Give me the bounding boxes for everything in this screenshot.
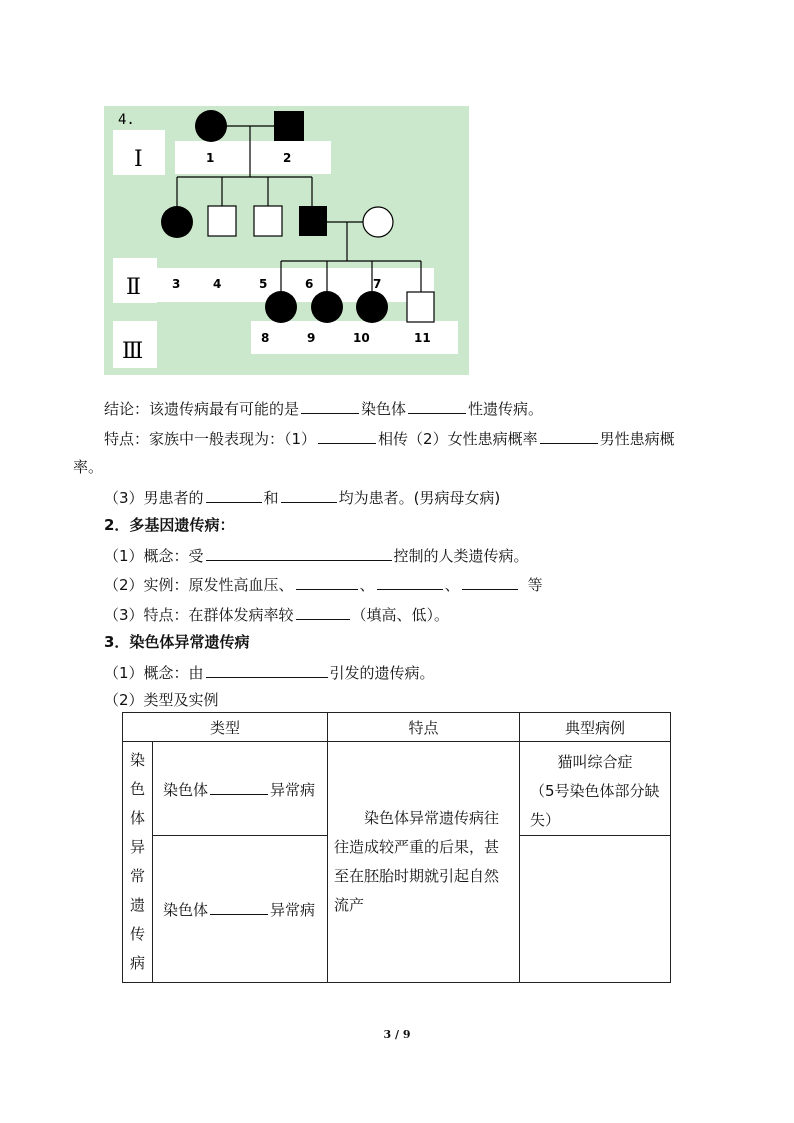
label-II-4: 4: [213, 277, 222, 291]
category-char: 病: [129, 954, 145, 972]
blank-chromosome-type[interactable]: [301, 397, 359, 414]
blank-dominance[interactable]: [408, 397, 466, 414]
multi-example-sep2: 、: [444, 576, 460, 594]
category-cell: [123, 742, 153, 983]
pedigree-label: 4.: [118, 112, 135, 128]
chromosome-disease-table: [122, 712, 671, 983]
multi-feature-a: （3）特点：在群体发病率较: [104, 606, 294, 624]
example-name: 猫叫综合症: [557, 753, 633, 771]
multi-example-end: 等: [527, 576, 543, 594]
multi-example-a: （2）实例：原发性高血压、: [104, 576, 294, 594]
male-text-b: 和: [263, 489, 279, 507]
features-line: [104, 427, 675, 449]
header-example: 典型病例: [520, 713, 671, 742]
features-text-b: 相传（2）女性患病概率: [378, 430, 538, 448]
individual-III-8: [265, 291, 297, 323]
type-structure-cell: [153, 742, 328, 836]
chrom-concept-b: 引发的遗传病。: [329, 664, 435, 682]
blank-type-2[interactable]: [210, 898, 268, 915]
category-char: 异: [129, 838, 145, 856]
blank-probability[interactable]: [540, 427, 598, 444]
row1-text-b: 异常病: [270, 780, 316, 799]
category-char: 遗: [129, 896, 145, 914]
feature-text: 染色体异常遗传病往往造成较严重的后果，甚至在胚胎时期就引起自然流产: [334, 809, 500, 914]
individual-III-10: [356, 291, 388, 323]
male-text-a: （3）男患者的: [104, 489, 204, 507]
blank-type-1[interactable]: [210, 778, 268, 795]
chromosome-title: 3．染色体异常遗传病: [104, 633, 250, 651]
multi-concept-a: （1）概念：受: [104, 547, 204, 565]
row2-text-a: 染色体: [163, 901, 209, 919]
row1-text-a: 染色体: [163, 780, 209, 799]
label-III-11: 11: [414, 331, 431, 345]
multi-gene-title: 2．多基因遗传病：: [104, 516, 235, 534]
label-II-5: 5: [259, 277, 268, 291]
gen1-number-box: [175, 141, 331, 174]
type-number-cell: [153, 836, 328, 983]
individual-II-7: [363, 207, 393, 237]
gen-label-1: Ⅰ: [134, 147, 143, 172]
label-I-1: 1: [206, 151, 215, 165]
conclusion-text-c: 性遗传病。: [468, 400, 544, 418]
individual-I-1: [195, 110, 227, 142]
page-number: 3 / 9: [383, 1028, 411, 1041]
multi-example-line: [104, 573, 543, 595]
features-text-a: 特点：家族中一般表现为：（1）: [104, 430, 317, 448]
individual-II-3: [161, 206, 193, 238]
example-note: （5号染色体部分缺失）: [530, 782, 660, 829]
individual-II-6: [299, 206, 327, 236]
blank-example-3[interactable]: [462, 573, 518, 590]
blank-relative-1[interactable]: [206, 486, 262, 503]
features-line-cont: 率。: [73, 458, 104, 476]
individual-II-5: [254, 206, 282, 236]
features-text-c: 男性患病概: [599, 430, 675, 448]
header-type: 类型: [123, 713, 328, 742]
male-text-c: 均为患者。(男病母女病): [338, 489, 501, 507]
gen2-number-box: [156, 268, 434, 302]
blank-relative-2[interactable]: [281, 486, 337, 503]
gen-label-3: Ⅲ: [122, 339, 144, 364]
multi-concept-line: [104, 544, 529, 566]
category-char: 传: [129, 925, 145, 943]
blank-example-2[interactable]: [377, 573, 443, 590]
category-char: 常: [129, 867, 145, 885]
chrom-concept-a: （1）概念：由: [104, 664, 204, 682]
blank-incidence[interactable]: [296, 603, 350, 620]
male-patient-line: [104, 486, 500, 508]
multi-feature-line: [104, 603, 449, 625]
pedigree-chart: [104, 106, 469, 375]
blank-generations[interactable]: [318, 427, 376, 444]
chrom-concept-line: [104, 661, 435, 683]
multi-example-sep1: 、: [359, 576, 375, 594]
blank-multi-concept[interactable]: [206, 544, 392, 561]
header-feature: 特点: [328, 713, 520, 742]
row2-text-b: 异常病: [270, 901, 316, 919]
label-I-2: 2: [283, 151, 292, 165]
label-III-9: 9: [307, 331, 316, 345]
label-III-8: 8: [261, 331, 270, 345]
category-char: 染: [129, 751, 145, 769]
example-cell: [520, 742, 671, 836]
conclusion-text-b: 染色体: [361, 400, 407, 418]
individual-III-11: [407, 292, 434, 322]
blank-example-1[interactable]: [296, 573, 358, 590]
label-II-3: 3: [172, 277, 181, 291]
category-char: 色: [129, 780, 145, 798]
individual-III-9: [311, 291, 343, 323]
blank-chrom-concept[interactable]: [206, 661, 328, 678]
conclusion-line: [104, 397, 543, 419]
individual-II-4: [208, 206, 236, 236]
conclusion-text-a: 结论：该遗传病最有可能的是: [104, 400, 300, 418]
gen-label-2: Ⅱ: [126, 275, 141, 300]
example-cell-empty: [520, 836, 671, 983]
label-III-10: 10: [353, 331, 370, 345]
individual-I-2: [274, 111, 304, 141]
label-II-7: 7: [373, 277, 382, 291]
multi-concept-b: 控制的人类遗传病。: [393, 547, 529, 565]
category-char: 体: [129, 809, 145, 827]
label-II-6: 6: [305, 277, 314, 291]
multi-feature-b: （填高、低）。: [351, 606, 450, 624]
feature-cell: [328, 742, 520, 983]
chrom-types-line: （2）类型及实例: [104, 691, 219, 709]
